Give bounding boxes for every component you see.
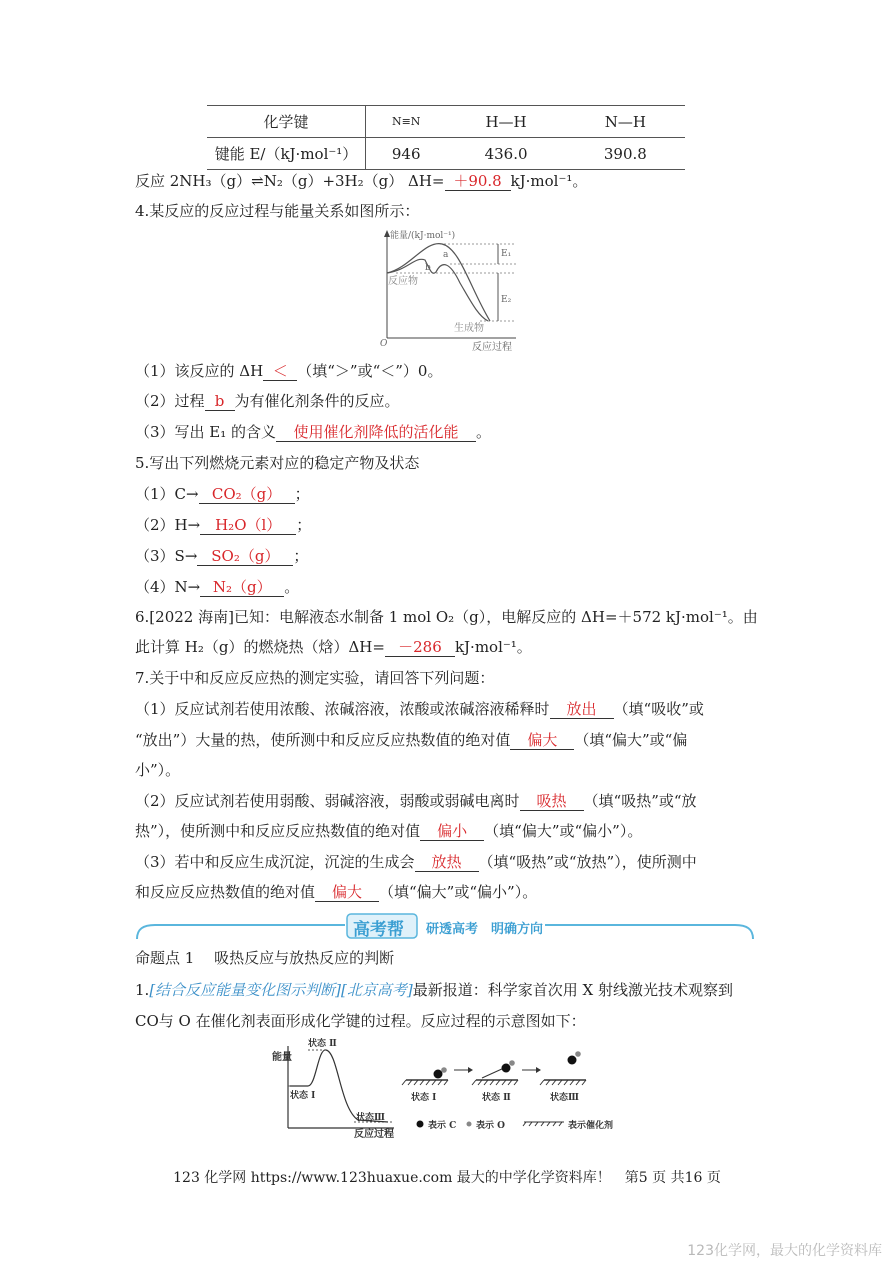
- legend-catalyst: 表示催化剂: [568, 1121, 614, 1131]
- label-state-2: 状态 Ⅱ: [482, 1093, 511, 1103]
- answer: b: [205, 392, 235, 411]
- question-5-item: [135, 576, 299, 598]
- text: （3）若中和反应生成沉淀，沉淀的生成会: [135, 853, 415, 871]
- text: “放出”）大量的热，使所测中和反应反应热数值的绝对值: [135, 731, 511, 749]
- label-state-1: 状态 Ⅰ: [411, 1093, 437, 1103]
- table-cell: 946: [366, 138, 447, 170]
- question-5-item: [135, 545, 308, 567]
- answer: －286: [385, 638, 455, 657]
- label-reactant: 反应物: [388, 276, 418, 287]
- table-header-hh: H—H: [446, 106, 565, 138]
- text: （填“＞”或“＜”）0。: [297, 362, 443, 380]
- text: 此计算 H₂（g）的燃烧热（焓）ΔH=: [135, 638, 385, 656]
- watermark: 123化学网，最大的化学资料库: [687, 1243, 882, 1259]
- label-origin: O: [380, 339, 388, 349]
- page-footer: 123 化学网 https://www.123huaxue.com 最大的中学化学资料库！ 第5 页 共16 页: [173, 1170, 721, 1186]
- table-cell: 436.0: [446, 138, 565, 170]
- text: ；: [296, 516, 312, 534]
- answer: H₂O（l）: [200, 516, 296, 535]
- text: ；: [293, 547, 309, 565]
- figure-xlabel: 反应过程: [354, 1129, 394, 1140]
- proposition-point: 命题点 1 吸热反应与放热反应的判断: [135, 949, 395, 967]
- legend-o: 表示 O: [476, 1121, 505, 1131]
- text: （3）写出 E₁ 的含义: [135, 423, 277, 441]
- curve-label-b: b: [425, 263, 431, 273]
- legend-c: 表示 C: [428, 1121, 457, 1131]
- question-7-line: [135, 698, 704, 720]
- label-product: 生成物: [454, 323, 484, 334]
- table-header-nn: N≡N: [366, 106, 447, 138]
- text: （填“偏大”或“偏: [574, 731, 688, 749]
- question-5-item: [135, 514, 311, 536]
- text: （4）N→: [135, 578, 201, 596]
- question-6-line-1: 6.[2022 海南]已知：电解液态水制备 1 mol O₂（g），电解反应的 ΔH=＋572 kJ·mol⁻¹。由: [135, 608, 758, 626]
- text: 和反应反应热数值的绝对值: [135, 883, 316, 901]
- text: （填“偏大”或“偏小”）。: [484, 822, 643, 840]
- text: （2）过程: [135, 392, 205, 410]
- text: （2）反应试剂若使用弱酸、弱碱溶液，弱酸或弱碱电离时: [135, 792, 520, 810]
- answer: 偏大: [510, 731, 574, 750]
- curve-label-a: a: [443, 250, 449, 260]
- text: 。: [284, 578, 300, 596]
- answer: 吸热: [520, 792, 584, 811]
- question-4-part-3: [135, 421, 491, 443]
- text: 。: [476, 423, 492, 441]
- text: （1）反应试剂若使用浓酸、浓碱溶液，浓酸或浓碱溶液稀释时: [135, 700, 550, 718]
- question-5-stem: 5.写出下列燃烧元素对应的稳定产物及状态: [135, 454, 420, 472]
- tag-source: [北京高考]: [341, 981, 413, 999]
- section-banner: [135, 911, 755, 941]
- answer: 放热: [415, 853, 479, 872]
- answer: SO₂（g）: [197, 547, 293, 566]
- answer: N₂（g）: [200, 578, 284, 597]
- question-6-line-2: [135, 636, 532, 658]
- figure-ylabel: 能量/(kJ·mol⁻¹): [390, 231, 456, 241]
- text: （1）C→: [135, 485, 199, 503]
- text: （填“吸热”或“放: [583, 792, 697, 810]
- text: （填“吸收”或: [613, 700, 704, 718]
- question-7-stem: 7.关于中和反应反应热的测定实验，请回答下列问题：: [135, 669, 495, 687]
- reaction-line: [135, 170, 587, 192]
- table-cell: 390.8: [566, 138, 685, 170]
- label-state-3: 状态Ⅲ: [550, 1093, 579, 1103]
- text: （填“偏大”或“偏小”）。: [379, 883, 538, 901]
- banner-subtitle: 研透高考 明确方向: [426, 922, 544, 937]
- tag-topic: [结合反应能量变化图示判断]: [149, 981, 342, 999]
- question-1-line-1: 1.[结合反应能量变化图示判断][北京高考]最新报道：科学家首次用 X 射线激光技术观察到: [135, 981, 733, 999]
- text: 热”），使所测中和反应反应热数值的绝对值: [135, 822, 421, 840]
- question-4-part-1: [135, 360, 442, 382]
- text: 最新报道：科学家首次用 X 射线激光技术观察到: [412, 981, 733, 999]
- text: （2）H→: [135, 516, 201, 534]
- question-7-line: [135, 729, 687, 751]
- answer: 放出: [550, 700, 614, 719]
- question-7-line: [135, 851, 697, 873]
- text: （3）S→: [135, 547, 198, 565]
- legend-o-dot: [467, 1122, 472, 1127]
- figure-ylabel: 能量: [272, 1052, 292, 1063]
- answer: 使用催化剂降低的活化能: [276, 423, 476, 442]
- figure-xlabel: 反应过程: [472, 342, 512, 353]
- answer: CO₂（g）: [199, 485, 295, 504]
- text: （1）该反应的 ΔH: [135, 362, 264, 380]
- energy-diagram: [370, 228, 520, 354]
- text: 为有催化剂条件的反应。: [234, 392, 400, 410]
- answer: 偏大: [315, 883, 379, 902]
- reaction-process-figure: [268, 1038, 628, 1142]
- question-7-line: [135, 790, 697, 812]
- table-header-nh: N—H: [566, 106, 685, 138]
- table-row-label: 键能 E/（kJ·mol⁻¹）: [207, 138, 366, 170]
- label-state-1: 状态 Ⅰ: [290, 1091, 316, 1101]
- label-e2: E₂: [501, 295, 512, 305]
- label-state-2: 状态 Ⅱ: [308, 1039, 337, 1049]
- question-5-item: [135, 483, 310, 505]
- question-4-stem: 4.某反应的反应过程与能量关系如图所示：: [135, 202, 420, 220]
- answer-delta-h: ＋90.8: [445, 172, 511, 191]
- question-7-line: [135, 881, 537, 903]
- text: kJ·mol⁻¹。: [454, 638, 532, 656]
- bond-energy-table: [207, 105, 685, 170]
- table-header-bond: 化学键: [207, 106, 366, 138]
- question-7-line: [135, 820, 642, 842]
- legend-c-dot: [417, 1121, 424, 1128]
- question-1-line-2: CO与 O 在催化剂表面形成化学键的过程。反应过程的示意图如下：: [135, 1012, 586, 1030]
- text: ；: [294, 485, 310, 503]
- banner-title: 高考帮: [353, 920, 404, 940]
- answer: ＜: [263, 362, 297, 381]
- question-7-line: 小”）。: [135, 761, 181, 779]
- text: （填“吸热”或“放热”），使所测中: [478, 853, 697, 871]
- answer: 偏小: [420, 822, 484, 841]
- question-4-part-2: [135, 390, 400, 412]
- unit-text: kJ·mol⁻¹。: [510, 172, 588, 190]
- label-state-3: 状态Ⅲ: [356, 1113, 385, 1123]
- reaction-text: 反应 2NH₃（g）⇌N₂（g）+3H₂（g） ΔH=: [135, 172, 445, 190]
- label-e1: E₁: [501, 249, 512, 259]
